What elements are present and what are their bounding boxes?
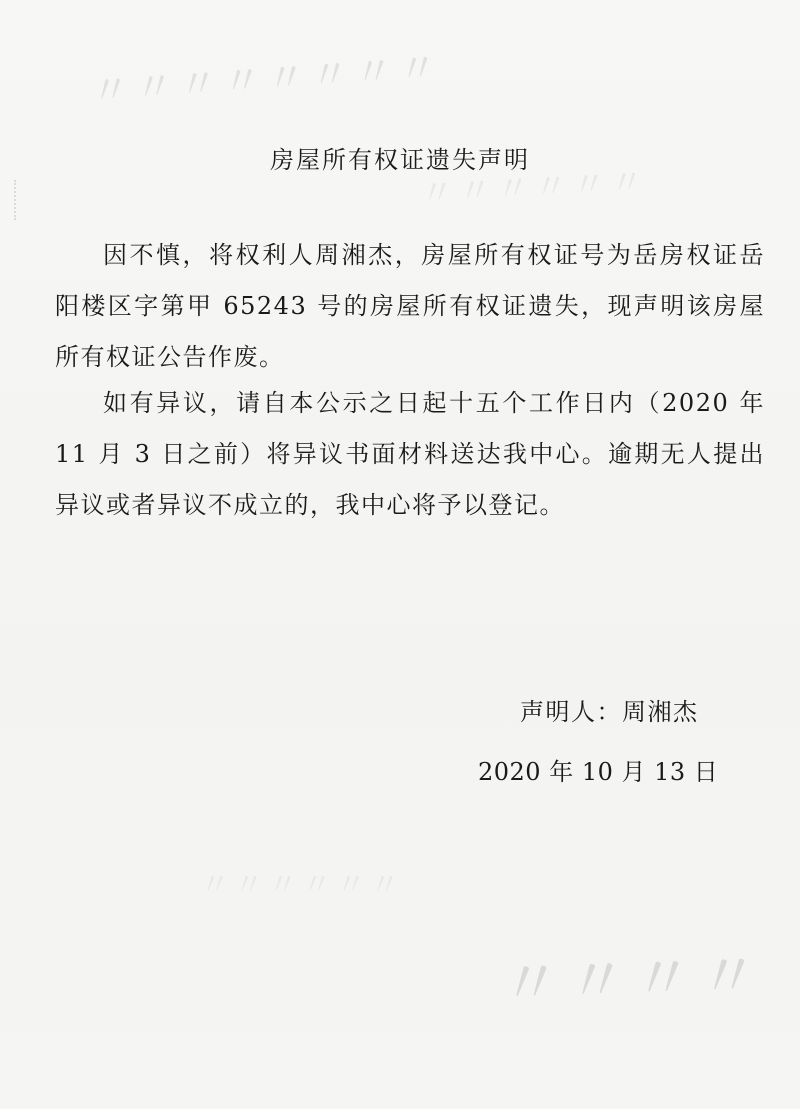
signature-bleed-mark: 〃〃〃〃	[498, 938, 766, 1021]
bleed-through-mark: 〃〃〃〃〃〃	[200, 868, 404, 903]
document-title: 房屋所有权证遗失声明	[270, 146, 530, 174]
date-line: 2020 年 10 月 13 日	[478, 758, 719, 786]
declaration-paragraph: 因不慎，将权利人周湘杰，房屋所有权证号为岳房权证岳阳楼区字第甲 65243 号的房屋所有权证遗失，现声明该房屋所有权证公告作废。	[55, 241, 765, 371]
bleed-through-mark: 〃〃〃〃〃〃	[419, 162, 650, 214]
objection-paragraph: 如有异议，请自本公示之日起十五个工作日内（2020 年 11 月 3 日之前）将异议书面材料送达我中心。逾期无人提出异议或者异议不成立的，我中心将予以登记。	[55, 389, 765, 519]
bleed-through-mark: 〃〃〃〃〃〃〃〃	[89, 44, 444, 116]
signer-line: 声明人：周湘杰	[520, 698, 699, 726]
edge-mark	[14, 180, 24, 220]
